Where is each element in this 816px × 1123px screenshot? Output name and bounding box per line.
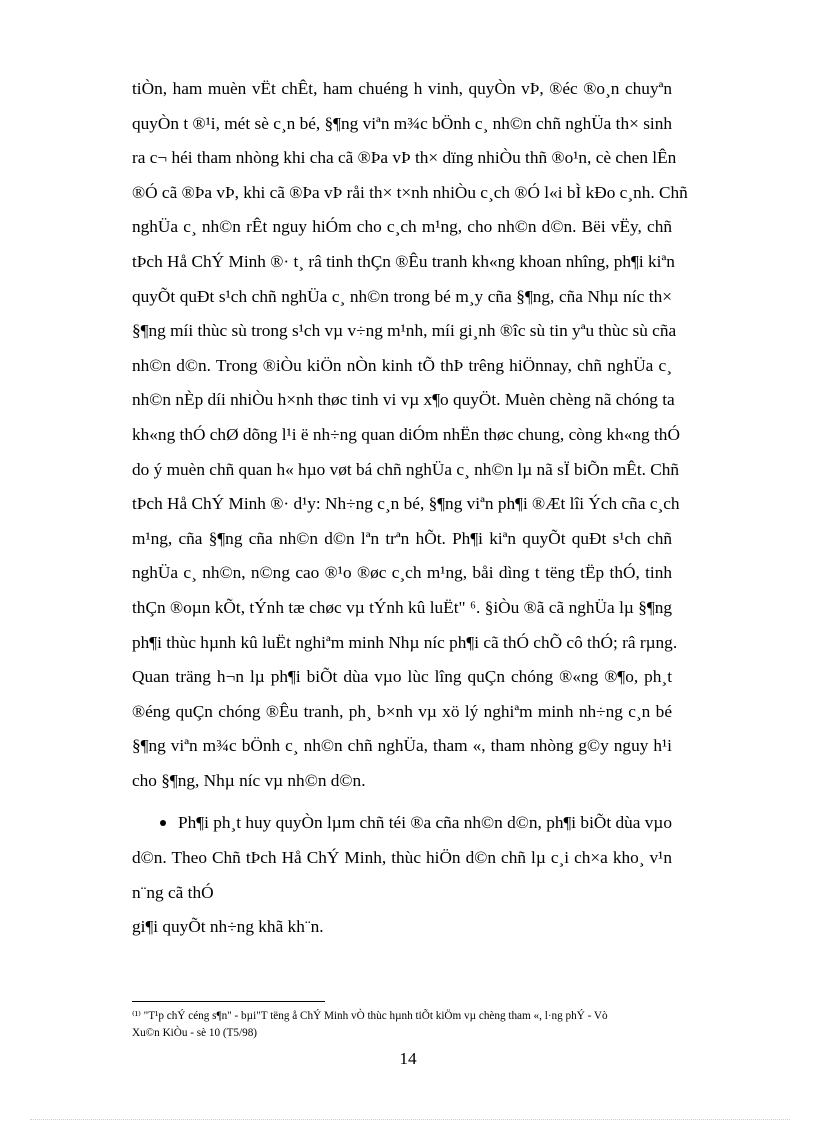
text-line: nh©n nÈp díi nhiÒu h×nh thøc tinh vi vµ x¶o quyÖt. Muèn chèng nã chóng ta [132, 390, 675, 410]
text-line: §¶ng míi thùc sù trong s¹ch vµ v÷ng m¹nh, míi gi¸nh ®îc sù tin yªu thùc sù cña [132, 321, 677, 341]
text-line: ®éng quÇn chóng ®Êu tranh, ph¸ b×nh vµ xö lý nghiªm minh nh÷ng c¸n bé [132, 701, 672, 721]
footnote-divider [132, 1001, 325, 1002]
paragraph [132, 72, 688, 798]
text-line: m¹ng, cña §¶ng cña nh©n d©n lªn trªn hÕt. Ph¶i kiªn quyÕt quÐt s¹ch chñ [132, 528, 672, 548]
text-line: gi¶i quyÕt nh÷ng khã kh¨n. [132, 917, 324, 937]
text-line: nghÜa c¸ nh©n, n©ng cao ®¹o ®øc c¸ch m¹ng, båi dìng t tëng tËp thÓ, tinh [132, 563, 672, 583]
body-text [132, 72, 688, 945]
text-line: Ph¶i ph¸t huy quyÒn lµm chñ téi ®a cña nh©n d©n, ph¶i biÕt dùa vµo [178, 813, 672, 833]
bullet-paragraph [132, 806, 672, 944]
text-line: thÇn ®oµn kÕt, tÝnh tæ chøc vµ tÝnh kû luËt" ⁶. §iÒu ®ã cã nghÜa lµ §¶ng [132, 597, 672, 617]
text-line: kh«ng thÓ chØ dõng l¹i ë nh÷ng quan diÓm nhËn thøc chung, còng kh«ng thÓ [132, 424, 680, 444]
page-number: 14 [399, 1049, 417, 1068]
footnote-line: Xu©n KiÒu - sè 10 (T5/98) [132, 1027, 258, 1039]
text-line: tiÒn, ham muèn vËt chÊt, ham chuéng h vinh, quyÒn vÞ, ®éc ®o¸n chuyªn [132, 79, 672, 98]
text-line: nh©n d©n. Trong ®iÒu kiÖn nÒn kinh tÕ thÞ trêng hiÖnnay, chñ nghÜa c¸ [132, 355, 672, 375]
text-line: Quan träng h¬n lµ ph¶i biÕt dùa vµo lùc lîng quÇn chóng ®«ng ®¶o, ph¸t [132, 667, 672, 687]
bullet-icon [160, 820, 166, 826]
text-line: ph¶i thùc hµnh kû luËt nghiªm minh Nhµ níc ph¶i cã thÓ chÕ cô thÓ; râ rµng. [132, 632, 678, 652]
text-line: cho §¶ng, Nhµ níc vµ nh©n d©n. [132, 770, 366, 790]
text-line: tÞch Hå ChÝ Minh ®· t¸ râ tinh thÇn ®Êu tranh kh«ng khoan nhîng, ph¶i kiªn [132, 251, 675, 271]
text-line: do ý muèn chñ quan h« hµo vøt bá chñ nghÜa c¸ nh©n lµ nã sÏ biÕn mÊt. Chñ [132, 459, 680, 479]
text-line: n¨ng cã thÓ [132, 882, 214, 902]
paragraph-gap [132, 798, 672, 806]
text-line: ®Ó cã ®Þa vÞ, khi cã ®Þa vÞ råi th× t×nh nhiÒu c¸ch ®Ó l«i bÌ kÐo c¸nh. Chñ [132, 182, 688, 202]
text-line: d©n. Theo Chñ tÞch Hå ChÝ Minh, thùc hiÖn d©n chñ lµ c¸i ch×a kho¸ v¹n [132, 848, 672, 868]
text-line: §¶ng viªn m¾c bÖnh c¸ nh©n chñ nghÜa, tham «, tham nhòng g©y nguy h¹i [132, 736, 672, 756]
text-line: quyÕt quÐt s¹ch chñ nghÜa c¸ nh©n trong bé m¸y cña §¶ng, cña Nhµ níc th× [132, 286, 672, 306]
text-line: tÞch Hå ChÝ Minh ®· d¹y: Nh÷ng c¸n bé, §¶ng viªn ph¶i ®Æt lîi Ých cña c¸ch [132, 494, 680, 514]
footnote [132, 1008, 692, 1042]
footnote-line: ⁽¹⁾ "T¹p chÝ céng s¶n" - bµi"T tëng å ChÝ Minh vÒ thùc hµnh tiÕt kiÖm vµ chèng tham «, l·ng phÝ - Vò [132, 1010, 608, 1022]
bullet-line [132, 806, 672, 841]
text-line: ra c¬ héi tham nhòng khi cha cã ®Þa vÞ th× dïng nhiÒu thñ ®o¹n, cè chen lÊn [132, 148, 677, 168]
text-line: quyÒn t ®¹i, mét sè c¸n bé, §¶ng viªn m¾c bÖnh c¸ nh©n chñ nghÜa th× sinh [132, 113, 672, 133]
text-line: nghÜa c¸ nh©n rÊt nguy hiÓm cho c¸ch m¹ng, cho nh©n d©n. Bëi vËy, chñ [132, 217, 672, 237]
page-edge-divider [30, 1119, 790, 1120]
